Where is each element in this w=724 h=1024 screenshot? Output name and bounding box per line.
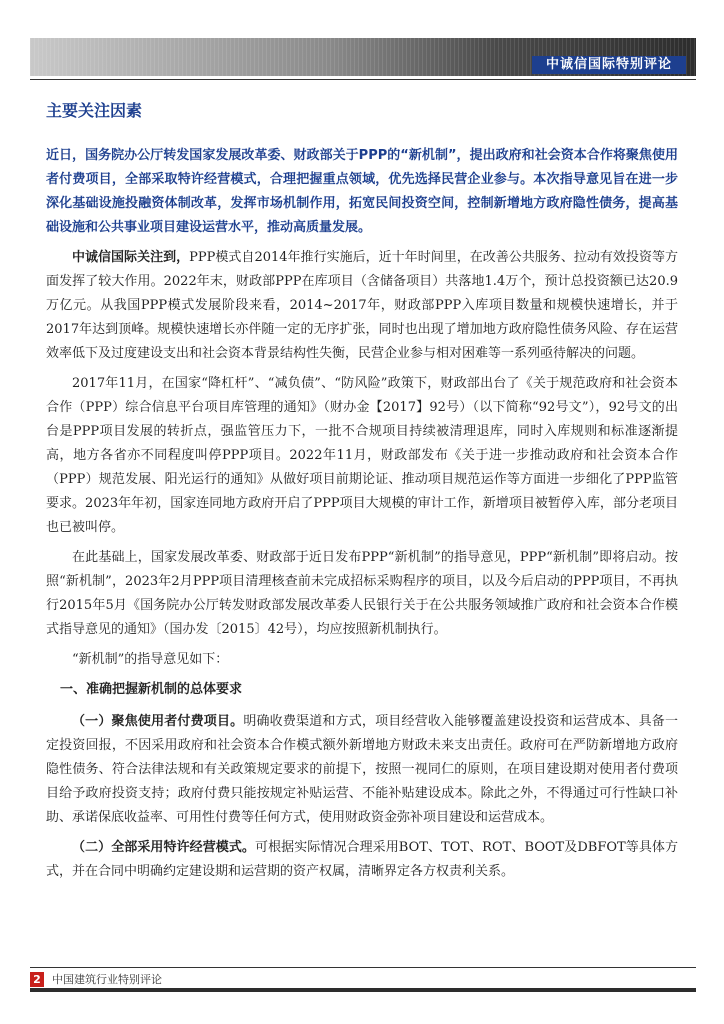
item-2 [46,836,678,884]
paragraph-4: “新机制”的指导意见如下： [72,652,229,667]
item-2-text: 可根据实际情况合理采用BOT、TOT、ROT、BOOT及DBFOT等具体方式，并在合同中明确约定建设期和运营期的资产权属，清晰界定各方权责利关系。 [46,840,678,879]
paragraph-1 [46,246,678,366]
header-band [30,38,696,76]
page-number: 2 [30,972,44,987]
item-1-lead: （一）聚焦使用者付费项目。 [72,714,244,729]
footer-rule [30,967,696,968]
section-title: 主要关注因素 [46,101,143,120]
header-rule [30,79,696,80]
paragraph-3: 在此基础上，国家发展改革委、财政部于近日发布PPP“新机制”的指导意见，PPP“新机制”即将启动。按照“新机制”，2023年2月PPP项目清理核查前未完成招标采购程序的项目，以及今后启动的PPP项目，不再执行2015年5月《国务院办公厅转发财政部发展改革委人民银行关于在公共服务领域推广政府和社会资本合作模式指导意见的通知》（国办发〔2015〕42号），均应按照新机制执行。 [46,550,678,637]
subheading-1: 一、准确把握新机制的总体要求 [60,682,243,697]
footer-title: 中国建筑行业特别评论 [52,973,162,986]
paragraph-1-lead: 中诚信国际关注到， [72,250,190,265]
item-1-text: 明确收费渠道和方式，项目经营收入能够覆盖建设投资和运营成本、具备一定投资回报，不因采用政府和社会资本合作模式额外新增地方财政未来支出责任。政府可在严防新增地方政府隐性债务、符合法律法规和有关政策规定要求的前提下，按照一视同仁的原则，在项目建设期对使用者付费项目给予政府投资支持；政府付费只能按规定补贴运营、不能补贴建设成本。除此之外，不得通过可行性缺口补助、承诺保底收益率、可用性付费等任何方式，使用财政资金弥补项目建设和运营成本。 [46,714,678,825]
document-body [46,144,678,890]
item-1 [46,710,678,830]
paragraph-1-text: PPP模式自2014年推行实施后，近十年时间里，在改善公共服务、拉动有效投资等方面发挥了较大作用。2022年末，财政部PPP在库项目（含储备项目）共落地1.4万个，预计总投资额已达20.9万亿元。从我国PPP模式发展阶段来看，2014~2017年，财政部PPP入库项目数量和规模快速增长，并于2017年达到顶峰。规模快速增长亦伴随一定的无序扩张，同时也出现了增加地方政府隐性债务风险、存在运营效率低下及过度建设支出和社会资本背景结构性失衡，民营企业参与相对困难等一系列亟待解决的问题。 [46,250,678,361]
paragraph-2: 2017年11月，在国家“降杠杆”、“减负债”、“防风险”政策下，财政部出台了《关于规范政府和社会资本合作（PPP）综合信息平台项目库管理的通知》（财办金【2017】92号）（以下简称“92号文”），92号文的出台是PPP项目发展的转折点，强监管压力下，一批不合规项目持续被清理退库，同时入库规则和标准逐渐提高，地方各省亦不同程度叫停PPP项目。2022年11月，财政部发布《关于进一步推动政府和社会资本合作（PPP）规范发展、阳光运行的通知》从做好项目前期论证、推动项目规范运作等方面进一步细化了PPP监管要求。2023年年初，国家连同地方政府开启了PPP项目大规模的审计工作，新增项目被暂停入库，部分老项目也已被叫停。 [46,376,678,535]
item-2-lead: （二）全部采用特许经营模式。 [72,840,255,855]
summary-paragraph: 近日，国务院办公厅转发国家发展改革委、财政部关于PPP的“新机制”，提出政府和社会资本合作将聚焦使用者付费项目，全部采取特许经营模式，合理把握重点领域，优先选择民营企业参与。本次指导意见旨在进一步深化基础设施投融资体制改革，发挥市场机制作用，拓宽民间投资空间，控制新增地方政府隐性债务，提高基础设施和公共事业项目建设运营水平，推动高质量发展。 [46,148,678,235]
header-title: 中诚信国际特别评论 [532,56,686,74]
footer-bar [30,988,696,992]
